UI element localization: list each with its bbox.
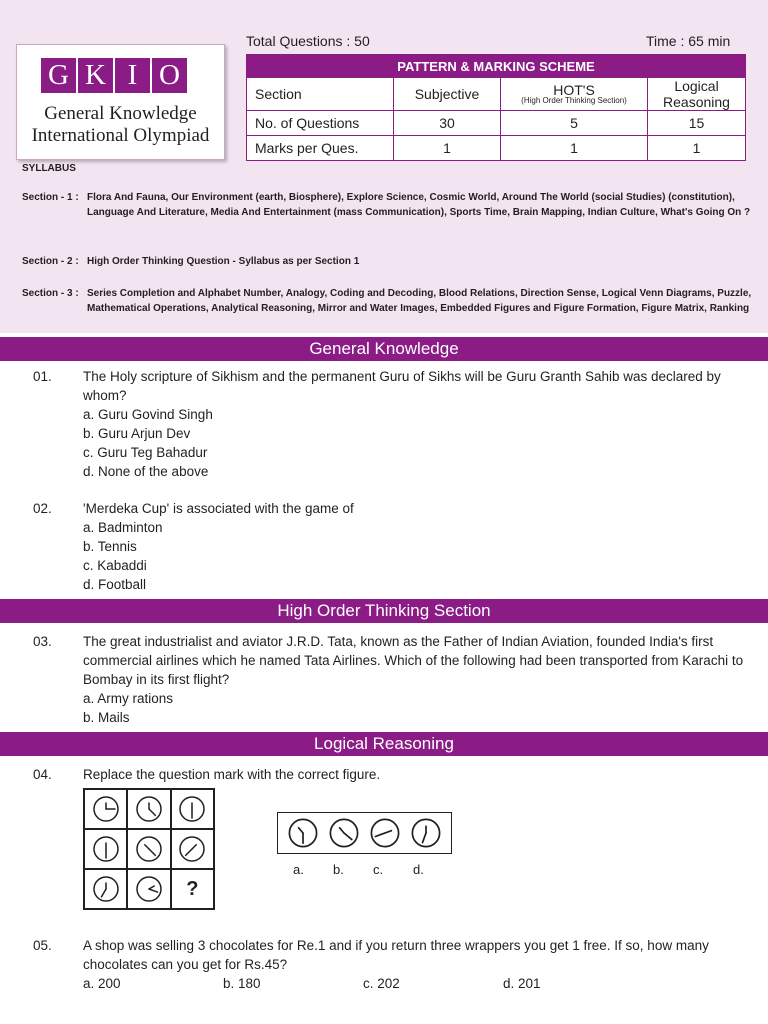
table-cell: 1 xyxy=(648,136,746,161)
option: d. 201 xyxy=(503,976,541,991)
matrix-cell xyxy=(84,829,127,869)
option: c. 202 xyxy=(363,976,400,991)
table-cell: 15 xyxy=(648,111,746,136)
answer-label: b. xyxy=(333,862,344,877)
option: c. Guru Teg Bahadur xyxy=(83,445,208,460)
question-5 xyxy=(33,936,753,993)
clock-icon xyxy=(177,794,207,824)
row-label: Marks per Ques. xyxy=(247,136,394,161)
options-row xyxy=(83,974,753,993)
logo-letter: G xyxy=(41,58,76,93)
option: b. Guru Arjun Dev xyxy=(83,426,191,441)
answer-label: c. xyxy=(373,862,384,877)
question-number: 05. xyxy=(33,938,52,953)
clock-icon xyxy=(91,874,121,904)
syllabus-title: SYLLABUS xyxy=(22,163,76,174)
question-3 xyxy=(33,632,753,727)
logo-letter: O xyxy=(152,58,187,93)
question-number: 02. xyxy=(33,501,52,516)
col-logical: Logical Reasoning xyxy=(648,78,746,111)
table-cell: 30 xyxy=(394,111,501,136)
clock-icon xyxy=(91,794,121,824)
col-section: Section xyxy=(247,78,394,111)
question-text: A shop was selling 3 chocolates for Re.1 and if you return three wrappers you get 1 free. If so, how many chocolates can you get for Rs.45? xyxy=(83,938,709,972)
clock-icon xyxy=(409,816,443,850)
option: a. Army rations xyxy=(83,691,174,706)
section-label: Section - 1 : xyxy=(22,192,79,203)
row-label: No. of Questions xyxy=(247,111,394,136)
option: b. Tennis xyxy=(83,539,137,554)
question-4 xyxy=(33,765,753,784)
total-questions: Total Questions : 50 xyxy=(246,33,370,49)
header-area xyxy=(0,0,768,333)
marking-scheme-table xyxy=(246,54,746,161)
matrix-cell xyxy=(127,829,170,869)
option: a. Guru Govind Singh xyxy=(83,407,213,422)
section-text: Series Completion and Alphabet Number, Analogy, Coding and Decoding, Blood Relations, Direction Sense, Logical Venn Diagrams, Puzzle, Mathematical Operations, Analytical Reasoning, Mirror and Water Images, Embedded Figures and Figure Formation, Figure Matrix, Ranking xyxy=(87,288,752,314)
logo-line-1: General Knowledge xyxy=(44,103,197,124)
table-cell: 1 xyxy=(394,136,501,161)
answer-label: d. xyxy=(413,862,424,877)
question-1 xyxy=(33,367,753,481)
answer-figures xyxy=(277,812,452,854)
logo-letter: I xyxy=(115,58,150,93)
option: b. 180 xyxy=(223,976,261,991)
answer-label: a. xyxy=(293,862,304,877)
col-subjective: Subjective xyxy=(394,78,501,111)
option: a. 200 xyxy=(83,976,121,991)
clock-icon xyxy=(327,816,361,850)
section-label: Section - 2 : xyxy=(22,256,79,267)
syllabus-section-1 xyxy=(22,190,752,220)
section-band-gk: General Knowledge xyxy=(0,337,768,361)
option: d. None of the above xyxy=(83,464,209,479)
logo-line-2: International Olympiad xyxy=(31,125,210,146)
question-text: The Holy scripture of Sikhism and the permanent Guru of Sikhs will be Guru Granth Sahib was declared by whom? xyxy=(83,369,721,403)
logo xyxy=(16,44,225,160)
scheme-title: PATTERN & MARKING SCHEME xyxy=(247,55,746,78)
syllabus-section-3 xyxy=(22,286,752,316)
clock-icon xyxy=(134,794,164,824)
logo-letter: K xyxy=(78,58,113,93)
clock-icon xyxy=(368,816,402,850)
option: d. Football xyxy=(83,577,147,592)
option: c. Kabaddi xyxy=(83,558,147,573)
clock-icon xyxy=(134,874,164,904)
section-band-lr: Logical Reasoning xyxy=(0,732,768,756)
question-text: The great industrialist and aviator J.R.D. Tata, known as the Father of Indian Aviation, founded India's first commercial airlines which he named Tata Airlines. Which of the following had been transported from Karachi to Bombay in its first flight? xyxy=(83,634,744,687)
col-hots-label: HOT'S xyxy=(553,81,595,98)
figure-matrix xyxy=(83,788,215,910)
syllabus-section-2 xyxy=(22,254,752,269)
matrix-cell xyxy=(84,869,127,909)
question-number: 03. xyxy=(33,634,52,649)
col-hots xyxy=(501,78,648,111)
section-band-hots: High Order Thinking Section xyxy=(0,599,768,623)
clock-icon xyxy=(286,816,320,850)
col-hots-sub: (High Order Thinking Section) xyxy=(521,95,627,105)
section-text: High Order Thinking Question - Syllabus as per Section 1 xyxy=(87,256,360,267)
matrix-cell xyxy=(84,789,127,829)
matrix-cell xyxy=(127,789,170,829)
table-cell: 5 xyxy=(501,111,648,136)
time-limit: Time : 65 min xyxy=(646,33,731,49)
section-label: Section - 3 : xyxy=(22,288,79,299)
question-number: 01. xyxy=(33,369,52,384)
matrix-cell xyxy=(171,789,214,829)
section-text: Flora And Fauna, Our Environment (earth, Biosphere), Explore Science, Cosmic World, Around The World (social Studies) (constitution), Language And Literature, Media And Entertainment (mass Communication), Sports Time, Brain Mapping, Indian Culture, What's Going On ? xyxy=(87,192,751,218)
clock-icon xyxy=(134,834,164,864)
matrix-cell xyxy=(171,829,214,869)
question-mark-cell: ? xyxy=(171,869,214,909)
clock-icon xyxy=(91,834,121,864)
question-text: 'Merdeka Cup' is associated with the game of xyxy=(83,501,354,516)
question-number: 04. xyxy=(33,767,52,782)
answer-labels xyxy=(293,862,453,877)
question-2 xyxy=(33,499,753,594)
option: b. Mails xyxy=(83,710,130,725)
table-cell: 1 xyxy=(501,136,648,161)
matrix-cell xyxy=(127,869,170,909)
question-text: Replace the question mark with the correct figure. xyxy=(83,767,381,782)
option: a. Badminton xyxy=(83,520,163,535)
clock-icon xyxy=(177,834,207,864)
